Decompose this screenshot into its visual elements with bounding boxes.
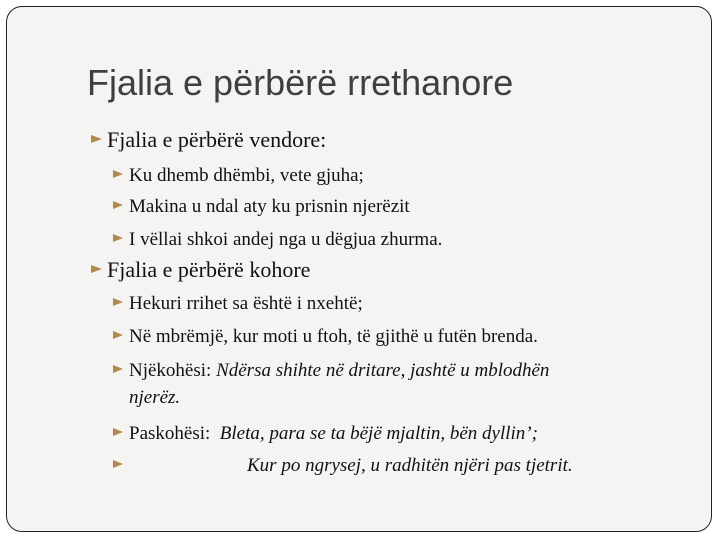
slide (6, 6, 712, 532)
list-item (111, 165, 364, 187)
section-heading-label: Fjalia e përbërë vendore: (107, 127, 327, 152)
list-item-text: Makina u ndal aty ku prisnin njerëzit (129, 196, 410, 217)
list-item (111, 229, 442, 251)
list-item-text: Hekuri rrihet sa është i nxehtë; (129, 293, 363, 314)
section-heading-label: Fjalia e përbërë kohore (107, 257, 311, 282)
list-item-njekohesi (111, 360, 549, 382)
list-item (111, 326, 538, 348)
example-text: Kur po ngrysej, u radhitën njëri pas tjetrit. (247, 455, 573, 476)
section-heading-vendore (89, 127, 326, 153)
example-text: Bleta, para se ta bëjë mjaltin, bën dyllin’; (219, 423, 538, 444)
section-heading-kohore (89, 257, 310, 283)
list-item-text: I vëllai shkoi andej nga u dëgjua zhurma. (129, 229, 443, 250)
slide-title: Fjalia e përbërë rrethanore (87, 62, 514, 103)
list-item-text: Ku dhemb dhëmbi, vete gjuha; (129, 165, 364, 186)
list-item (111, 196, 410, 218)
list-item-paskohesi (111, 423, 538, 445)
list-item-example (111, 455, 573, 477)
example-text: Ndërsa shihte në dritare, jashtë u mblodhën (216, 360, 550, 381)
list-item-label: Njëkohësi: (129, 360, 217, 381)
list-item (111, 293, 363, 315)
list-item-label: Paskohësi: (129, 423, 220, 444)
example-continuation: njerëz. (129, 387, 181, 408)
list-item-text: Në mbrëmjë, kur moti u ftoh, të gjithë u futën brenda. (129, 326, 538, 347)
